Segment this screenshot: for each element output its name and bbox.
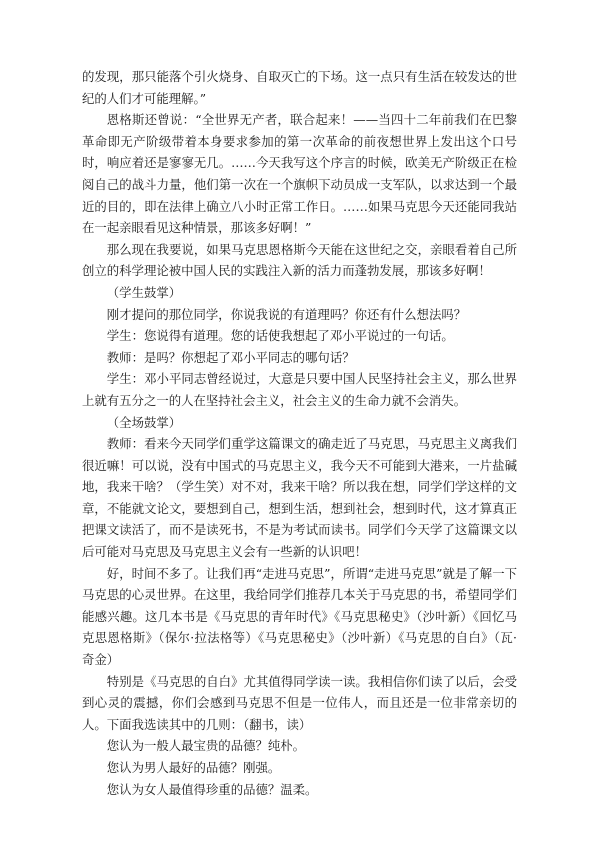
paragraph-10: 教师：看来今天同学们重学这篇课文的确走近了马克思，马克思主义离我们很近嘛！可以说，没有中国式的马克思主义，我今天不可能到大港来，一片盐碱地，我来干啥？（学生笑）对不对，我来干啥？所以我在想，同学们学这样的文章，不能就文论文，要想到自己，想到生活，想到社会，想到时代，这才算真正把课文读活了，而不是读死书，不是为考试而读书。同学们今天学了这篇课文以后可能对马克思及马克思主义会有一些新的认识吧！	[82, 436, 517, 560]
paragraph-2: 恩格斯还曾说：“全世界无产者，联合起来！——当四十二年前我们在巴黎革命即无产阶级带着本身要求参加的第一次革命的前夜想世界上发出这个口号时，响应着还是寥寥无几。……今天我写这个序言的时候，欧美无产阶级正在检阅自己的战斗力量，他们第一次在一个旗帜下动员成一支军队，以求达到一个最近的目的，即在法律上确立八小时正常工作日。……如果马克思今天还能同我站在一起亲眼看见这种情景，那该多好啊！”	[82, 112, 517, 236]
paragraph-5: 刚才提问的那位同学，你说我说的有道理吗？你还有什么想法吗？	[106, 306, 467, 322]
paragraph-7: 教师：是吗？你想起了邓小平同志的哪句话？	[106, 349, 355, 365]
paragraph-12: 特别是《马克思的自白》尤其值得同学读一读。我相信你们读了以后，会受到心灵的震撼，你们会感到马克思不但是一位伟人，而且还是一位非常亲切的人。下面我选读其中的几则：（翻书，读）	[82, 673, 517, 732]
paragraph-14: 您认为男人最好的品德？刚强。	[106, 760, 281, 775]
paragraph-15: 您认为女人最值得珍重的品德？温柔。	[106, 781, 318, 797]
paragraph-3: 那么现在我要说，如果马克思恩格斯今天能在这世纪之交，亲眼看着自己所创立的科学理论被中国人民的实践注入新的活力而蓬勃发展，那该多好啊！	[82, 241, 517, 279]
paragraph-9: （全场鼓掌）	[106, 414, 182, 430]
paragraph-13: 您认为一般人最宝贵的品德？纯朴。	[106, 738, 306, 754]
paragraph-8: 学生：邓小平同志曾经说过，大意是只要中国人民坚持社会主义，那么世界上就有五分之一的人在坚持社会主义，社会主义的生命力就不会消失。	[82, 371, 517, 408]
paragraph-6: 学生：您说得有道理。您的话使我想起了邓小平说过的一句话。	[106, 328, 454, 344]
paragraph-4: （学生鼓掌）	[106, 284, 182, 300]
paragraph-11: 好，时间不多了。让我们再“走进马克思”，所谓“走进马克思”就是了解一下马克思的心灵世界。在这里，我给同学们推荐几本关于马克思的书，希望同学们能感兴趣。这几本书是《马克思的青年时代》《马克思秘史》（沙叶新）《回忆马克思恩格斯》（保尔·拉法格等）《马克思秘史》（沙叶新）《马克思的自白》（瓦·奇金）	[82, 565, 517, 668]
paragraph-1: 的发现，那只能落个引火烧身、自取灭亡的下场。这一点只有生活在较发达的世纪的人们才可能理解。”	[82, 69, 517, 106]
